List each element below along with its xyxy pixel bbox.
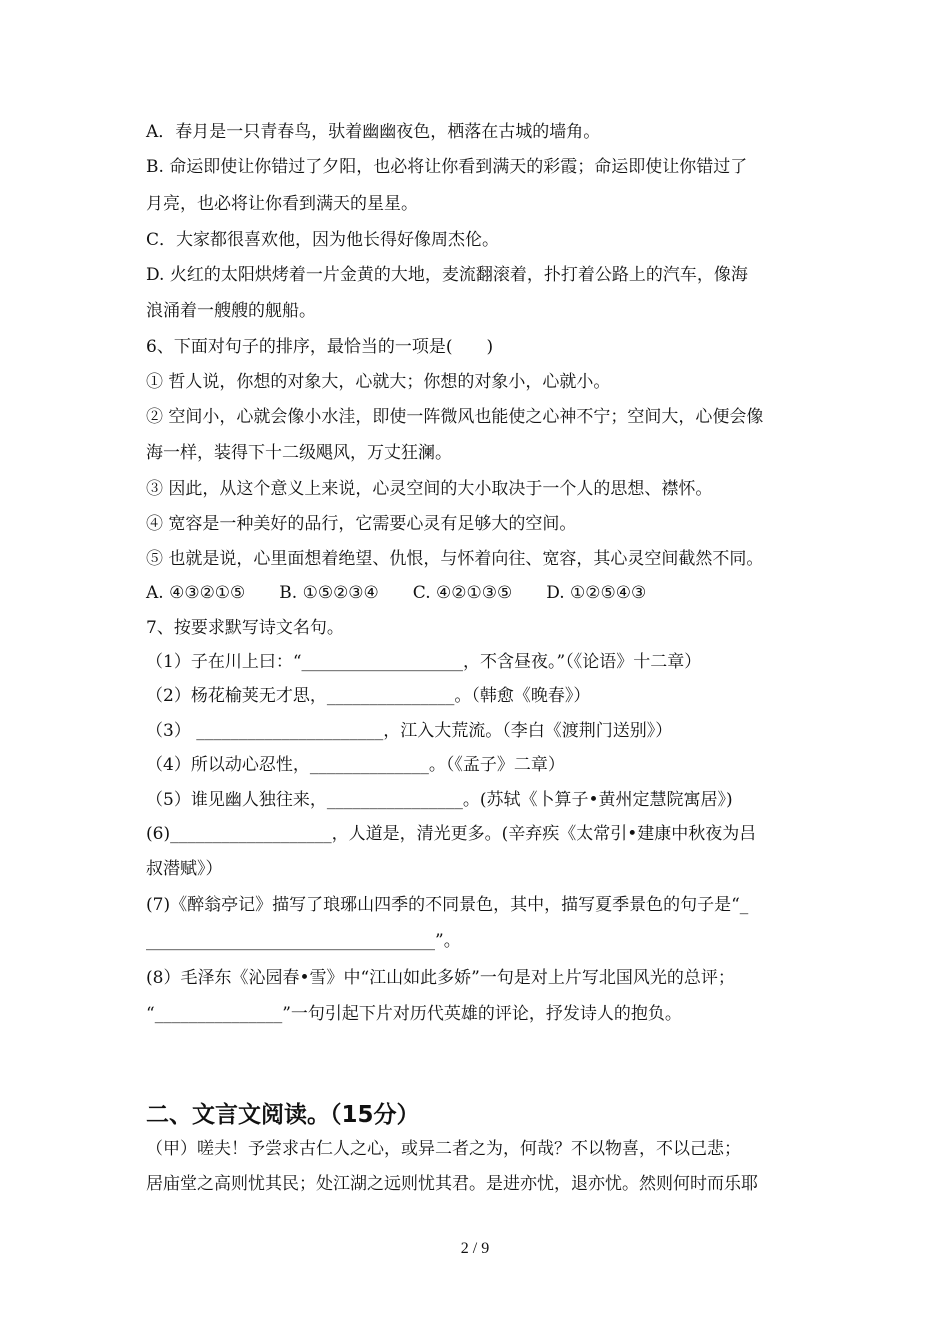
sentence-2-line-1: ② 空间小，心就会像小水洼，即使一阵微风也能使之心神不宁；空间大，心便会像 bbox=[146, 407, 764, 427]
fill-blank-6-line-2: 叔潜赋》） bbox=[146, 859, 223, 879]
option-d-text-2: 浪涌着一艘艘的舰船。 bbox=[146, 301, 316, 321]
fill-blank-8-line-2: “_______________”一句引起下片对历代英雄的评论，抒发诗人的抱负。 bbox=[146, 1004, 682, 1024]
option-b-text-1: B. 命运即使让你错过了夕阳，也必将让你看到满天的彩霞；命运即使让你错过了 bbox=[146, 157, 748, 177]
question-6-options: A. ④③②①⑤ B. ①⑤②③④ C. ④②①③⑤ D. ①②⑤④③ bbox=[146, 583, 647, 603]
passage-line-2: 居庙堂之高则忧其民；处江湖之远则忧其君。是进亦忧，退亦忧。然则何时而乐耶 bbox=[146, 1174, 758, 1194]
option-d-text-1: D. 火红的太阳烘烤着一片金黄的大地，麦流翻滚着，扑打着公路上的汽车，像海 bbox=[146, 265, 748, 285]
fill-blank-5: （5）谁见幽人独往来，________________。(苏轼《卜算子•黄州定慧院寓居》) bbox=[146, 790, 733, 810]
fill-blank-8-line-1: (8）毛泽东《沁园春•雪》中“江山如此多娇”一句是对上片写北国风光的总评； bbox=[146, 968, 735, 988]
sentence-1: ① 哲人说，你想的对象大，心就大；你想的对象小，心就小。 bbox=[146, 372, 611, 392]
fill-blank-1: （1）子在川上曰：“___________________，不含昼夜。”（《论语》十二章） bbox=[146, 652, 702, 672]
passage-line-1: （甲）嗟夫！予尝求古仁人之心，或异二者之为，何哉？不以物喜，不以己悲； bbox=[146, 1139, 741, 1159]
question-6-prompt: 6、下面对句子的排序，最恰当的一项是( ) bbox=[146, 337, 494, 357]
sentence-5: ⑤ 也就是说，心里面想着绝望、仇恨，与怀着向往、宽容，其心灵空间截然不同。 bbox=[146, 549, 764, 569]
fill-blank-6-line-1: (6)___________________，人道是，清光更多。(辛弃疾《太常引•建康中秋夜为吕 bbox=[146, 824, 757, 844]
fill-blank-4: （4）所以动心忍性，______________。（《孟子》二章） bbox=[146, 755, 565, 775]
fill-blank-2: （2）杨花榆荚无才思，_______________。（韩愈《晚春》） bbox=[146, 686, 591, 706]
sentence-4: ④ 宽容是一种美好的品行，它需要心灵有足够大的空间。 bbox=[146, 514, 577, 534]
fill-blank-7-line-2: __________________________________”。 bbox=[146, 931, 461, 951]
option-c-text: C．大家都很喜欢他，因为他长得好像周杰伦。 bbox=[146, 230, 500, 250]
fill-blank-3: （3） ______________________，江入大荒流。（李白《渡荆门送别》） bbox=[146, 721, 673, 741]
page-number: 2 / 9 bbox=[460, 1240, 490, 1257]
sentence-3: ③ 因此，从这个意义上来说，心灵空间的大小取决于一个人的思想、襟怀。 bbox=[146, 479, 713, 499]
section-heading: 二、文言文阅读。（15分） bbox=[146, 1102, 420, 1128]
sentence-2-line-2: 海一样，装得下十二级飓风，万丈狂澜。 bbox=[146, 443, 452, 463]
fill-blank-7-line-1: (7)《醉翁亭记》描写了琅琊山四季的不同景色，其中，描写夏季景色的句子是“_ bbox=[146, 895, 749, 915]
option-a-text: A．春月是一只青春鸟，驮着幽幽夜色，栖落在古城的墙角。 bbox=[146, 122, 601, 142]
question-7-prompt: 7、按要求默写诗文名句。 bbox=[146, 618, 344, 638]
option-b-text-2: 月亮，也必将让你看到满天的星星。 bbox=[146, 194, 418, 214]
